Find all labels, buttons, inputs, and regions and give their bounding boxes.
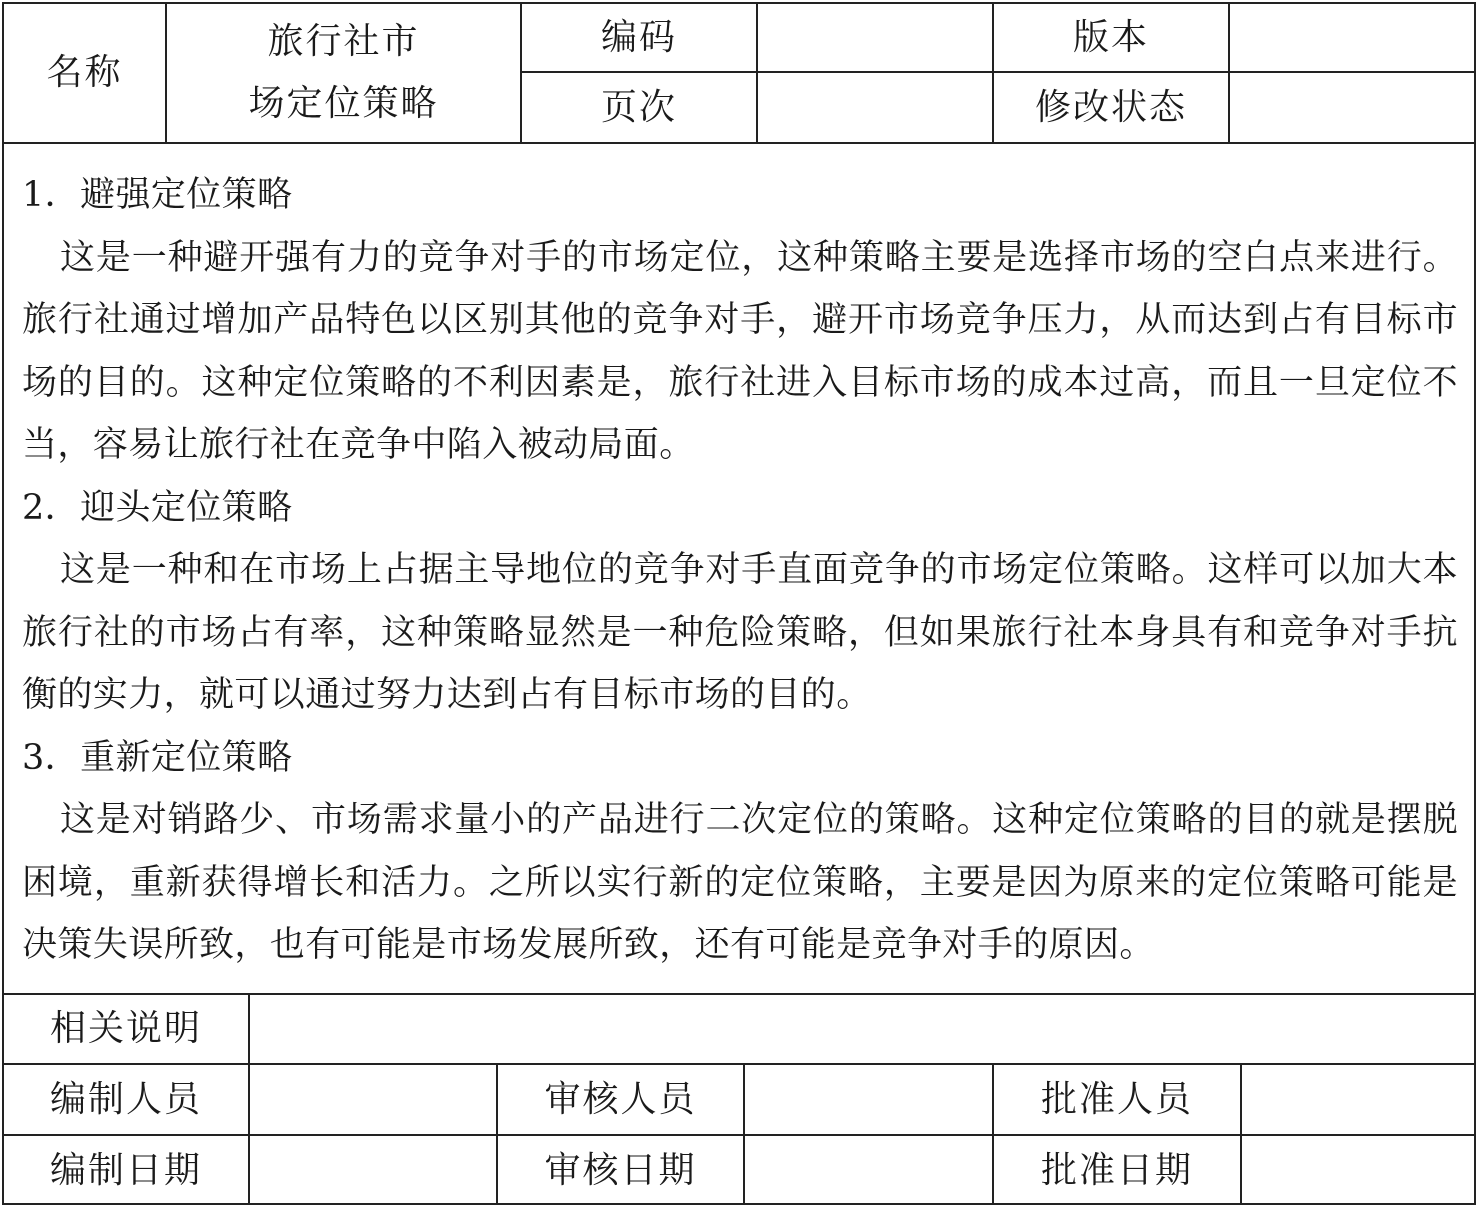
- prepared-by-value: [250, 1065, 496, 1134]
- prepared-date-label: 编制日期: [49, 1149, 202, 1191]
- prepared-date-value: [250, 1136, 496, 1205]
- header-bottom-rule: [2, 142, 1476, 144]
- section-heading: 2．迎头定位策略: [22, 487, 293, 528]
- name-value: [167, 4, 520, 142]
- name-label: 名称: [46, 52, 123, 93]
- reviewed-by-value: [745, 1065, 992, 1134]
- version-label: 版本: [1072, 16, 1149, 58]
- version-value: [1230, 4, 1474, 71]
- approved-date-label: 批准日期: [1040, 1149, 1193, 1191]
- approved-date-value: [1242, 1136, 1474, 1205]
- section-heading: 1．避强定位策略: [22, 175, 293, 215]
- revision-value: [1230, 73, 1474, 142]
- reviewed-date-label: 审核日期: [544, 1149, 697, 1191]
- approved-by-value: [1242, 1065, 1474, 1134]
- page-value: [758, 73, 992, 142]
- code-value: [758, 4, 992, 71]
- section-body: 这是对销路少、市场需求量小的产品进行二次定位的策略。这种定位策略的目的就是摆脱困境，重新获得增长和活力。之所以实行新的定位策略，主要是因为原来的定位策略可能是决策失误所致，也有可能是市场发展所致，还有可能是竞争对手的原因。: [22, 800, 1458, 965]
- section-body: 这是一种和在市场上占据主导地位的竞争对手直面竞争的市场定位策略。这样可以加大本旅行社的市场占有率，这种策略显然是一种危险策略，但如果旅行社本身具有和竞争对手抗衡的实力，就可以通过努力达到占有目标市场的目的。: [22, 550, 1458, 715]
- revision-label: 修改状态: [1034, 86, 1187, 128]
- reviewed-by-label: 审核人员: [544, 1078, 697, 1120]
- code-label: 编码: [600, 16, 677, 58]
- notes-value: [250, 995, 1474, 1063]
- prepared-by-label: 编制人员: [49, 1078, 202, 1120]
- page-label: 页次: [600, 86, 677, 128]
- section-heading: 3．重新定位策略: [22, 737, 293, 778]
- name-value-line1: 旅行社市: [267, 21, 420, 62]
- name-value-line2: 场定位策略: [248, 83, 439, 124]
- approved-by-label: 批准人员: [1040, 1078, 1193, 1120]
- section-body: 这是一种避开强有力的竞争对手的市场定位，这种策略主要是选择市场的空白点来进行。旅行社通过增加产品特色以区别其他的竞争对手，避开市场竞争压力，从而达到占有目标市场的目的。这种定位策略的不利因素是，旅行社进入目标市场的成本过高，而且一旦定位不当，容易让旅行社在竞争中陷入被动局面。: [22, 237, 1458, 465]
- document-body: [22, 164, 1458, 977]
- notes-label: 相关说明: [49, 1008, 202, 1049]
- reviewed-date-value: [745, 1136, 992, 1205]
